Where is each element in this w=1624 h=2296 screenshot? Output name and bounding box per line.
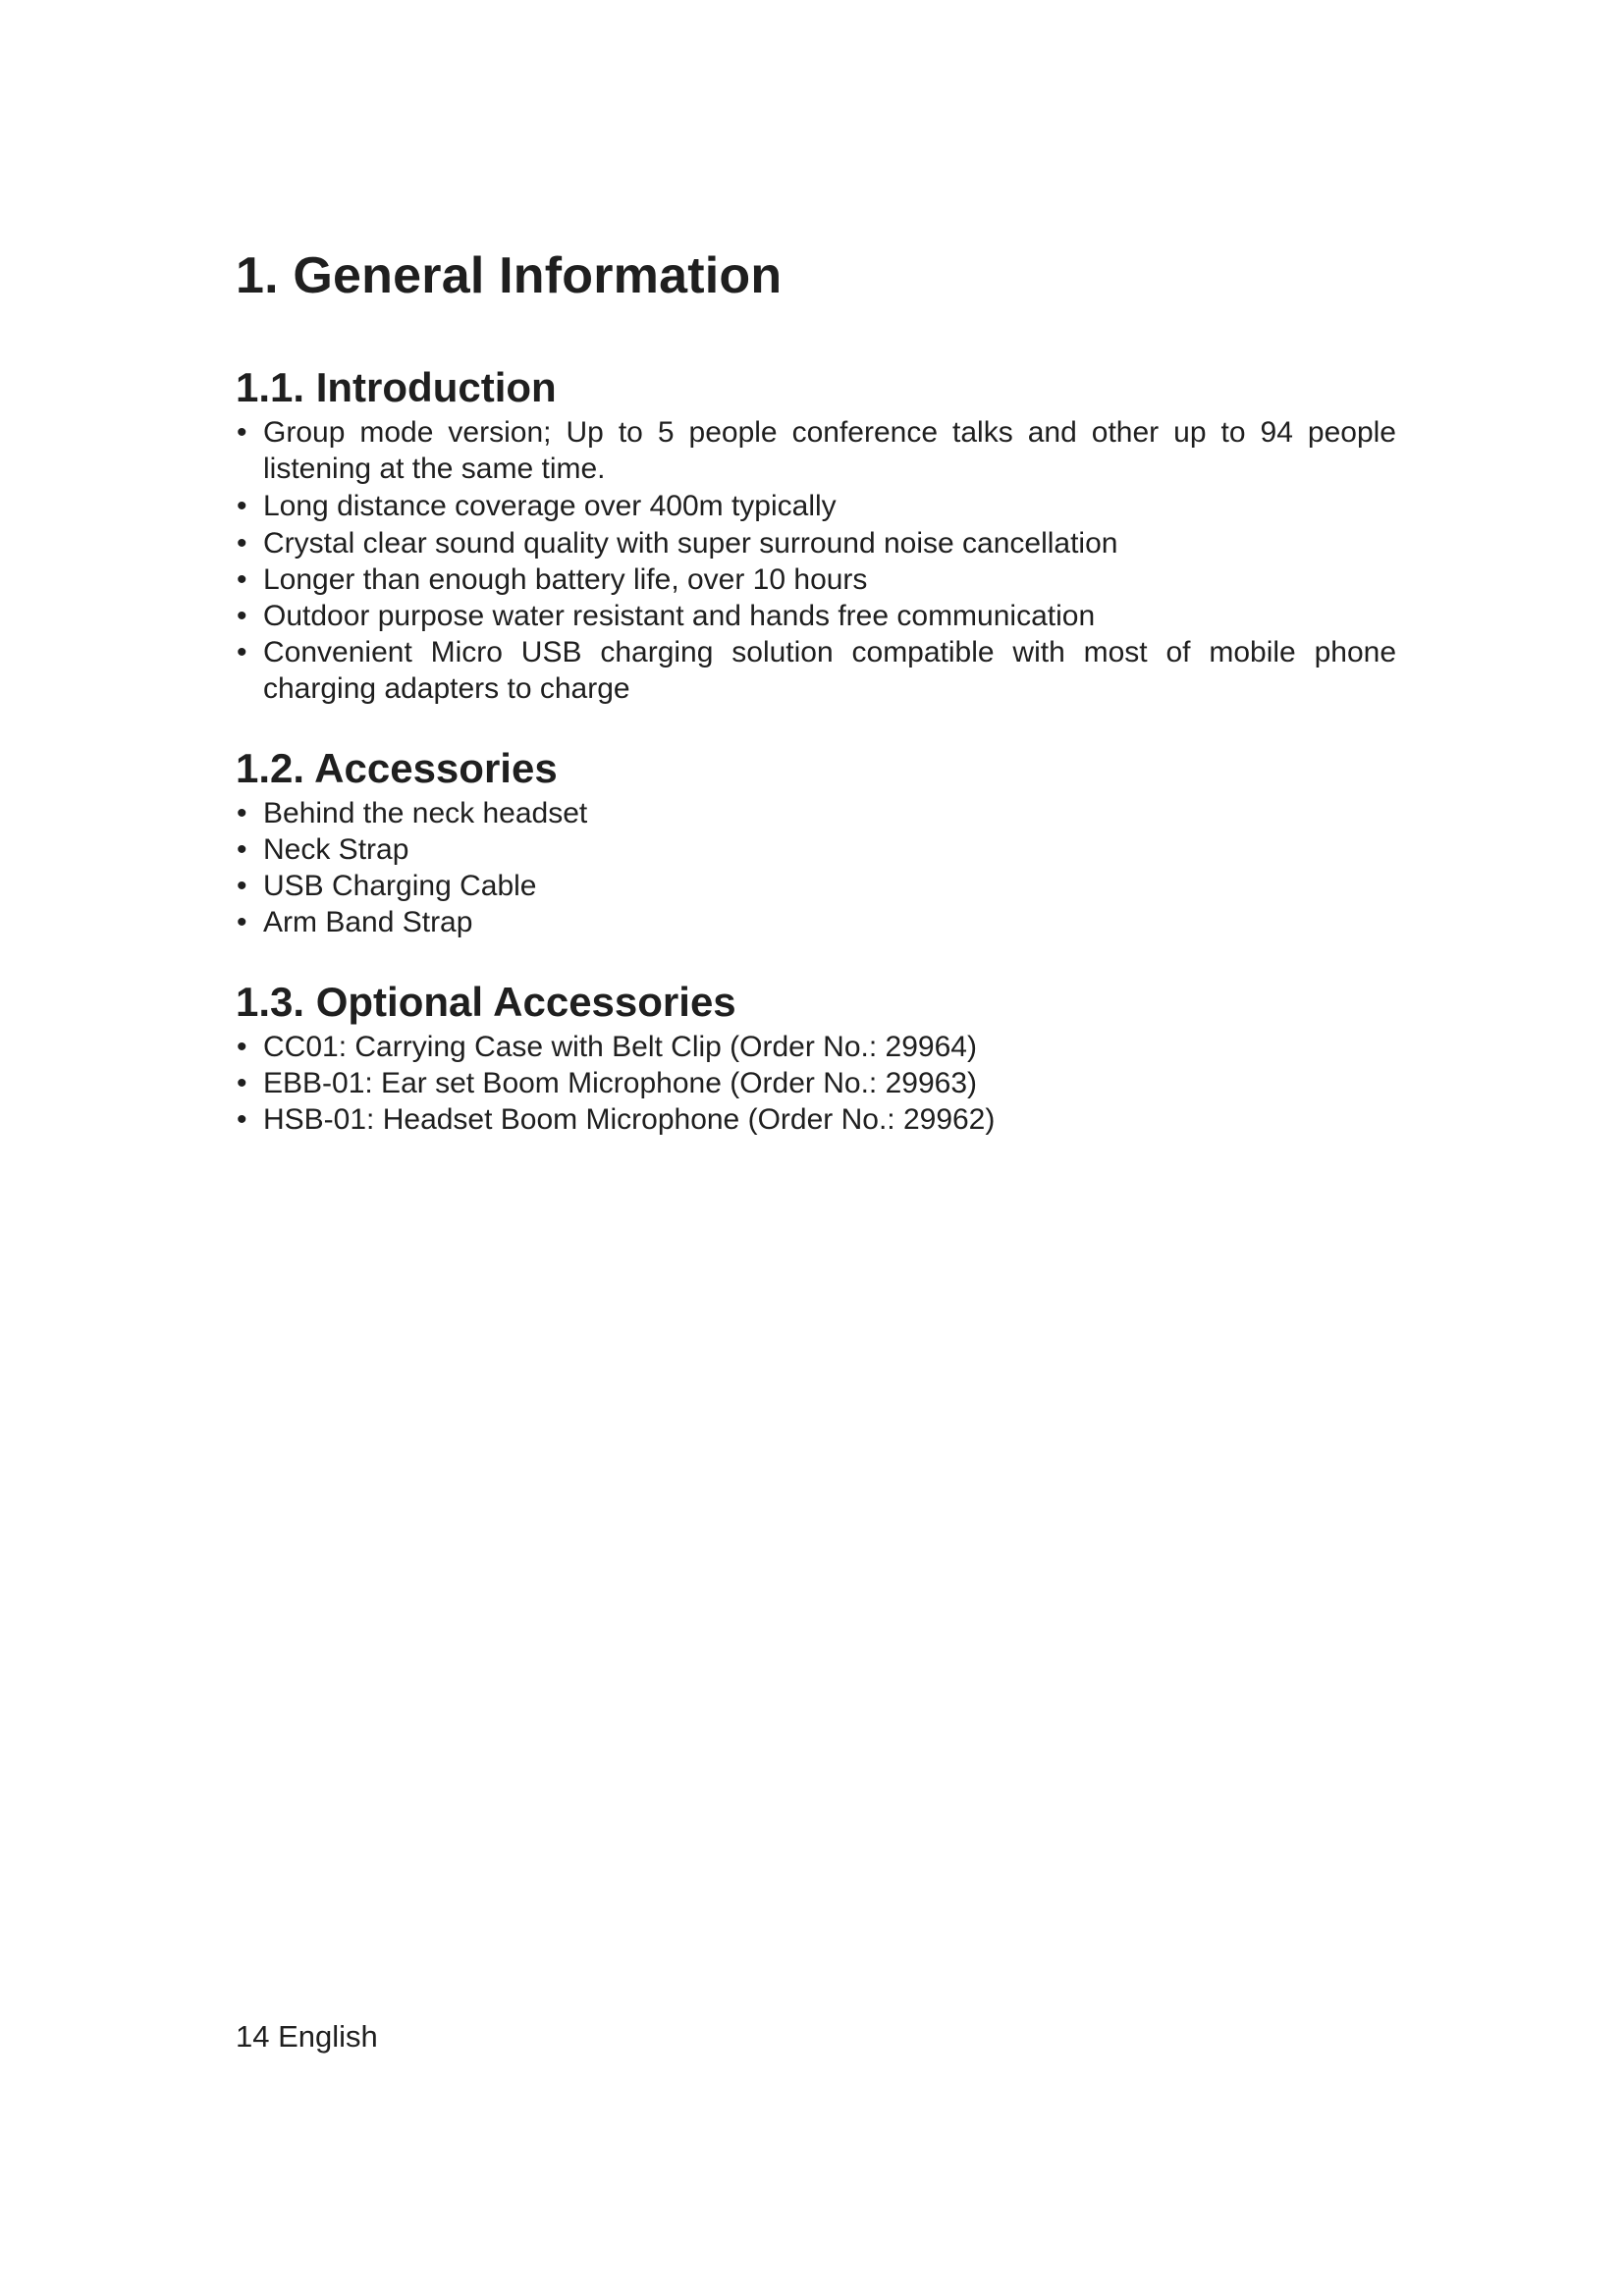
list-item-text: Crystal clear sound quality with super surround noise cancellation xyxy=(263,526,1118,560)
list-item-text: Group mode version; Up to 5 people conference talks and other up to 94 people listening at the same time. xyxy=(263,415,1396,485)
page-content xyxy=(236,247,1396,1138)
bullet-list xyxy=(236,1029,1396,1138)
bullet-list xyxy=(236,414,1396,707)
list-item xyxy=(236,488,1396,524)
bullet-icon: • xyxy=(237,1067,247,1100)
bullet-icon: • xyxy=(237,599,247,632)
page-title: 1. General Information xyxy=(236,247,783,304)
list-item xyxy=(236,1101,1396,1138)
bullet-icon: • xyxy=(237,870,247,903)
section-accessories xyxy=(236,746,1396,940)
list-item-text: CC01: Carrying Case with Belt Clip (Order No.: 29964) xyxy=(263,1031,977,1064)
bullet-icon: • xyxy=(237,489,247,522)
list-item-text: Outdoor purpose water resistant and hands free communication xyxy=(263,599,1096,632)
list-item xyxy=(236,795,1396,831)
section-optional-accessories xyxy=(236,980,1396,1138)
list-item xyxy=(236,831,1396,868)
list-item xyxy=(236,634,1396,707)
list-item-text: Neck Strap xyxy=(263,833,409,867)
section-heading: 1.2. Accessories xyxy=(236,744,558,791)
list-item xyxy=(236,598,1396,634)
list-item-text: Long distance coverage over 400m typically xyxy=(263,489,837,522)
list-item-text: Longer than enough battery life, over 10 hours xyxy=(263,562,868,596)
bullet-icon: • xyxy=(237,833,247,867)
page-footer: 14 English xyxy=(236,2019,378,2054)
section-heading: 1.3. Optional Accessories xyxy=(236,979,736,1026)
list-item-text: Behind the neck headset xyxy=(263,797,588,830)
list-item xyxy=(236,868,1396,904)
list-item xyxy=(236,1065,1396,1101)
list-item xyxy=(236,1029,1396,1065)
bullet-icon: • xyxy=(237,1103,247,1137)
list-item xyxy=(236,904,1396,940)
section-heading: 1.1. Introduction xyxy=(236,363,557,410)
list-item-text: USB Charging Cable xyxy=(263,870,537,903)
list-item xyxy=(236,561,1396,598)
bullet-icon: • xyxy=(237,635,247,668)
list-item-text: HSB-01: Headset Boom Microphone (Order No.: 29962) xyxy=(263,1103,996,1137)
list-item xyxy=(236,525,1396,561)
bullet-icon: • xyxy=(237,562,247,596)
list-item xyxy=(236,414,1396,487)
bullet-icon: • xyxy=(237,526,247,560)
list-item-text: EBB-01: Ear set Boom Microphone (Order No.: 29963) xyxy=(263,1067,978,1100)
section-introduction xyxy=(236,365,1396,707)
bullet-icon: • xyxy=(237,1031,247,1064)
list-item-text: Convenient Micro USB charging solution compatible with most of mobile phone charging adapters to charge xyxy=(263,635,1396,705)
list-item-text: Arm Band Strap xyxy=(263,906,473,939)
bullet-icon: • xyxy=(237,415,247,449)
bullet-icon: • xyxy=(237,797,247,830)
bullet-icon: • xyxy=(237,906,247,939)
bullet-list xyxy=(236,795,1396,940)
